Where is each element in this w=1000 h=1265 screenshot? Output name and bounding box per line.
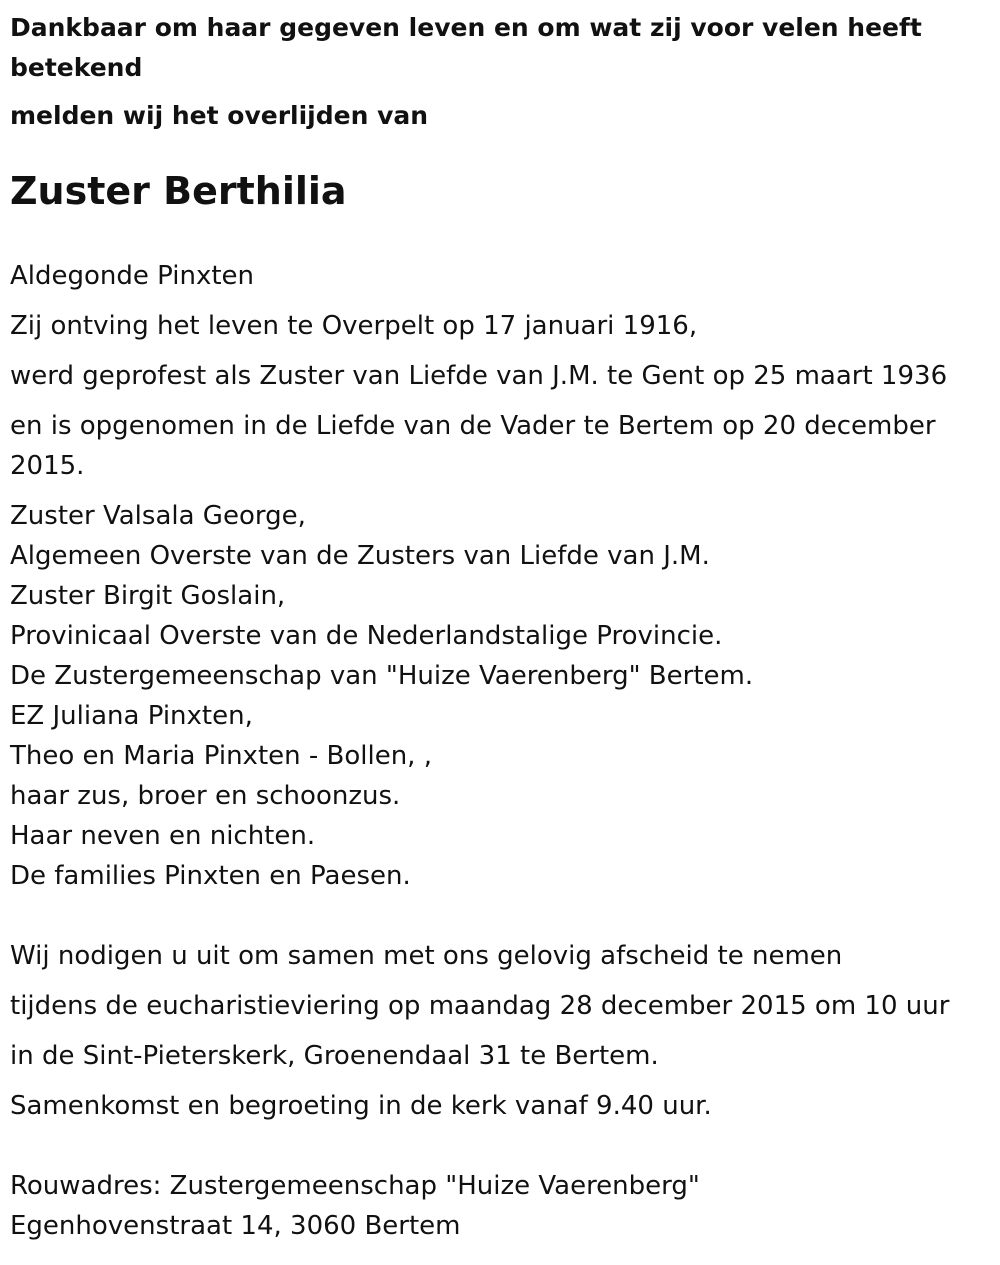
- intro-announcement: melden wij het overlijden van: [10, 101, 429, 130]
- invitation-line: Wij nodigen u uit om samen met ons gelovig afscheid te nemen: [10, 941, 843, 971]
- family-line: EZ Juliana Pinxten,: [10, 701, 253, 731]
- ceremony-line: tijdens de eucharistieviering op maandag 28 december 2015 om 10 uur: [10, 991, 950, 1021]
- deceased-name: Zuster Berthilia: [10, 169, 347, 213]
- family-line: Theo en Maria Pinxten - Bollen, ,: [10, 741, 432, 771]
- address-line-1: Rouwadres: Zustergemeenschap "Huize Vaerenberg": [10, 1171, 700, 1201]
- gathering-line: Samenkomst en begroeting in de kerk vanaf 9.40 uur.: [10, 1091, 712, 1121]
- intro-gratitude: Dankbaar om haar gegeven leven en om wat zij voor velen heeft betekend: [10, 13, 922, 82]
- family-line: De Zustergemeenschap van "Huize Vaerenberg" Bertem.: [10, 661, 754, 691]
- mourning-address: [10, 1166, 985, 1246]
- family-line: haar zus, broer en schoonzus.: [10, 781, 401, 811]
- death-notice: [10, 8, 985, 1246]
- family-line: Zuster Valsala George,: [10, 501, 306, 531]
- death-line: en is opgenomen in de Liefde van de Vader te Bertem op 20 december 2015.: [10, 411, 936, 481]
- family-line: De families Pinxten en Paesen.: [10, 861, 411, 891]
- family-line: Provinicaal Overste van de Nederlandstalige Provincie.: [10, 621, 723, 651]
- profession-line: werd geprofest als Zuster van Liefde van J.M. te Gent op 25 maart 1936: [10, 361, 948, 391]
- birth-line: Zij ontving het leven te Overpelt op 17 januari 1916,: [10, 311, 698, 341]
- family-line: Zuster Birgit Goslain,: [10, 581, 286, 611]
- church-line: in de Sint-Pieterskerk, Groenendaal 31 te Bertem.: [10, 1041, 659, 1071]
- family-list: [10, 496, 985, 896]
- address-line-2: Egenhovenstraat 14, 3060 Bertem: [10, 1211, 461, 1241]
- family-line: Algemeen Overste van de Zusters van Liefde van J.M.: [10, 541, 710, 571]
- invitation-block: [10, 936, 985, 1126]
- civil-name: Aldegonde Pinxten: [10, 261, 255, 291]
- family-line: Haar neven en nichten.: [10, 821, 316, 851]
